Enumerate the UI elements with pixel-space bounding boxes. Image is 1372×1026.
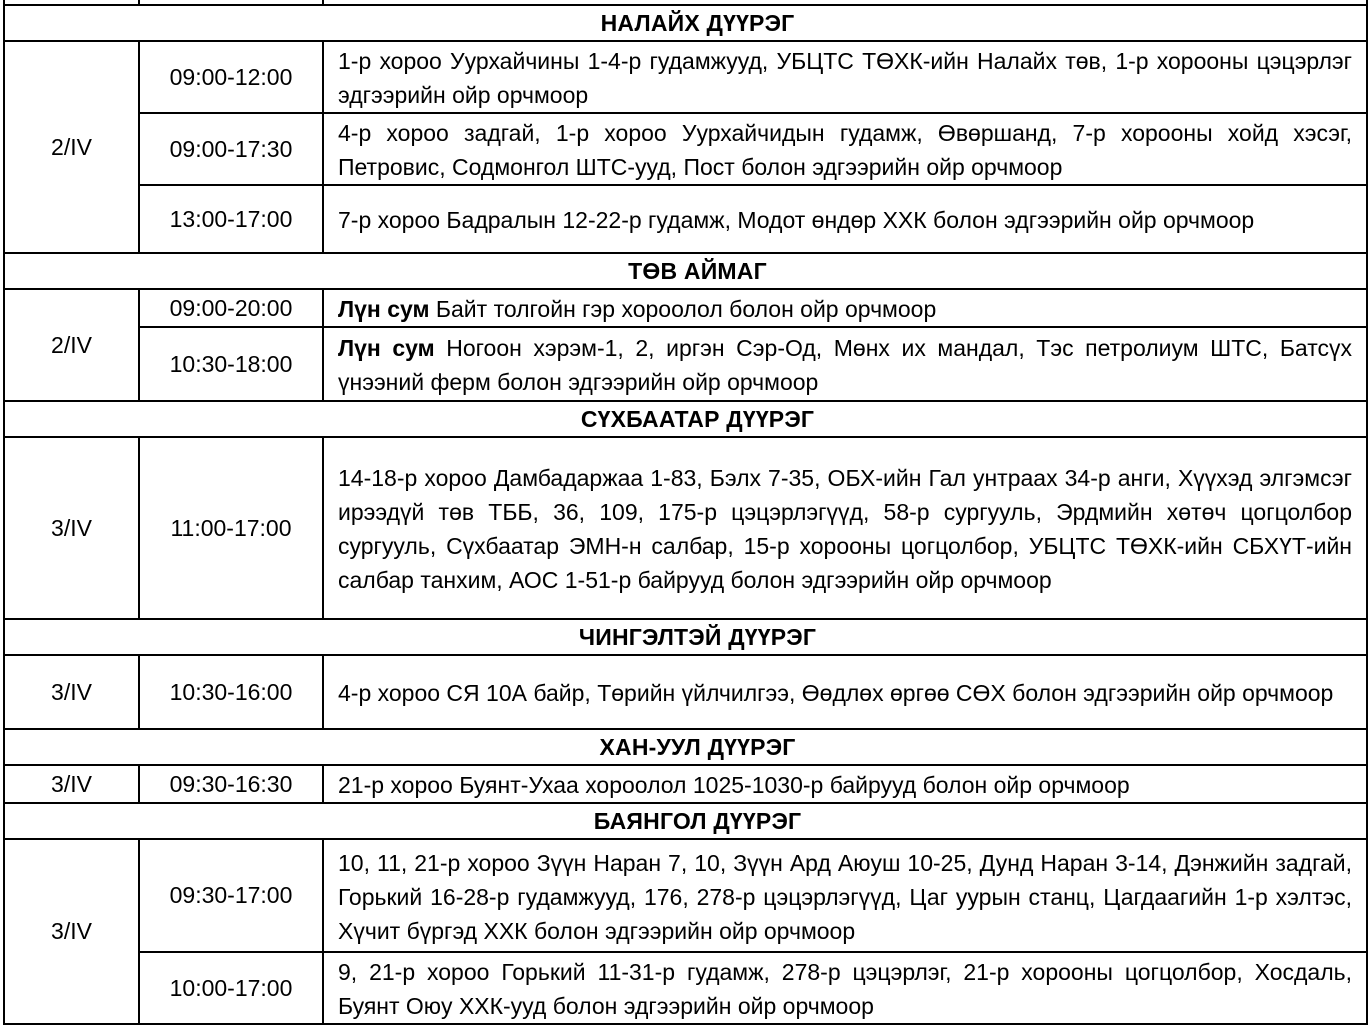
location-description-cell [323, 289, 1367, 327]
table-row [4, 952, 1367, 1024]
date-cell: 3/IV [4, 437, 139, 619]
section-title: ТӨВ АЙМАГ [628, 257, 767, 284]
time-range-cell: 09:00-20:00 [139, 289, 323, 327]
date-cell: 2/IV [4, 289, 139, 401]
location-bold-prefix: Лүн сум [338, 335, 435, 361]
location-description-cell [323, 655, 1367, 729]
date-cell: 3/IV [4, 765, 139, 803]
time-range-cell: 13:00-17:00 [139, 185, 323, 253]
date-cell: 2/IV [4, 41, 139, 253]
time-range-cell: 09:00-17:30 [139, 113, 323, 185]
location-text: Байт толгойн гэр хороолол болон ойр орчмоор [429, 296, 937, 322]
section-header-row [4, 253, 1367, 289]
date-cell: 3/IV [4, 839, 139, 1024]
location-description-cell [323, 41, 1367, 113]
table-row [4, 185, 1367, 253]
table-row [4, 437, 1367, 619]
location-text: 9, 21-р хороо Горький 11-31-р гудамж, 278-р цэцэрлэг, 21-р хорооны цогцолбор, Хосдаль, Буянт Оюу ХХК-ууд болон эдгээрийн ойр орчмоор [338, 959, 1352, 1019]
section-header-row [4, 5, 1367, 41]
section-header-row [4, 803, 1367, 839]
table-row [4, 41, 1367, 113]
location-description-cell [323, 839, 1367, 952]
location-description-cell [323, 952, 1367, 1024]
section-header-row [4, 729, 1367, 765]
table-row [4, 327, 1367, 401]
location-description-cell [323, 327, 1367, 401]
time-range-cell: 09:00-12:00 [139, 41, 323, 113]
time-range-cell: 11:00-17:00 [139, 437, 323, 619]
time-range-cell: 10:30-18:00 [139, 327, 323, 401]
location-text: 21-р хороо Буянт-Ухаа хороолол 1025-1030-р байрууд болон ойр орчмоор [338, 772, 1130, 798]
location-description-cell [323, 113, 1367, 185]
table-row [4, 839, 1367, 952]
table-row [4, 289, 1367, 327]
section-title: ХАН-УУЛ ДҮҮРЭГ [599, 733, 796, 760]
location-text: 7-р хороо Бадралын 12-22-р гудамж, Модот өндөр ХХК болон эдгээрийн ойр орчмоор [338, 207, 1255, 233]
location-text: 10, 11, 21-р хороо Зүүн Наран 7, 10, Зүүн Ард Аюуш 10-25, Дунд Наран 3-14, Дэнжийн задгай, Горький 16-28-р гудамжууд, 176, 278-р цэцэрлэгүүд, Цаг уурын станц, Цагдаагийн 1-р хэлтэс, Хүчит бүргэд ХХК болон эдгээрийн ойр орчмоор [338, 849, 1352, 944]
location-text: 14-18-р хороо Дамбадаржаа 1-83, Бэлх 7-35, ОБХ-ийн Гал унтраах 34-р анги, Хүүхэд элгэмсэг ирээдүй төв ТББ, 36, 109, 175-р цэцэрлэгүүд, 58-р сургууль, Эрдмийн хөтөч цогцолбор сургууль, Сүхбаатар ЭМН-н салбар, 15-р хорооны цогцолбор, УБЦТС ТӨХК-ийн СБХҮТ-ийн салбар танхим, АОС 1-51-р байрууд болон эдгээрийн ойр орчмоор [338, 465, 1352, 593]
section-title: НАЛАЙХ ДҮҮРЭГ [600, 9, 795, 36]
outage-schedule-document [3, 0, 1368, 1025]
section-title: СҮХБААТАР ДҮҮРЭГ [580, 405, 815, 432]
table-row [4, 655, 1367, 729]
section-header-row [4, 619, 1367, 655]
section-header-row [4, 401, 1367, 437]
location-description-cell [323, 765, 1367, 803]
section-title: ЧИНГЭЛТЭЙ ДҮҮРЭГ [578, 623, 817, 650]
location-text: Ногоон хэрэм-1, 2, иргэн Сэр-Од, Мөнх их мандал, Тэс петролиум ШТС, Батсүх үнээний ферм болон эдгээрийн ойр орчмоор [338, 335, 1352, 395]
time-range-cell: 09:30-17:00 [139, 839, 323, 952]
outage-schedule-table [3, 0, 1368, 1025]
time-range-cell: 09:30-16:30 [139, 765, 323, 803]
table-row [4, 113, 1367, 185]
table-row [4, 765, 1367, 803]
location-bold-prefix: Лүн сум [338, 296, 430, 322]
location-text: 1-р хороо Уурхайчины 1-4-р гудамжууд, УБЦТС ТӨХК-ийн Налайх төв, 1-р хорооны цэцэрлэг эдгээрийн ойр орчмоор [338, 48, 1352, 108]
location-description-cell [323, 437, 1367, 619]
location-text: 4-р хороо задгай, 1-р хороо Уурхайчидын гудамж, Өвөршанд, 7-р хорооны хойд хэсэг, Петровис, Содмонгол ШТС-ууд, Пост болон эдгээрийн ойр орчмоор [338, 120, 1352, 180]
time-range-cell: 10:00-17:00 [139, 952, 323, 1024]
date-cell: 3/IV [4, 655, 139, 729]
time-range-cell: 10:30-16:00 [139, 655, 323, 729]
location-description-cell [323, 185, 1367, 253]
location-text: 4-р хороо СЯ 10А байр, Төрийн үйлчилгээ, Өөдлөх өргөө СӨХ болон эдгээрийн ойр орчмоор [338, 680, 1334, 706]
section-title: БАЯНГОЛ ДҮҮРЭГ [593, 807, 802, 834]
